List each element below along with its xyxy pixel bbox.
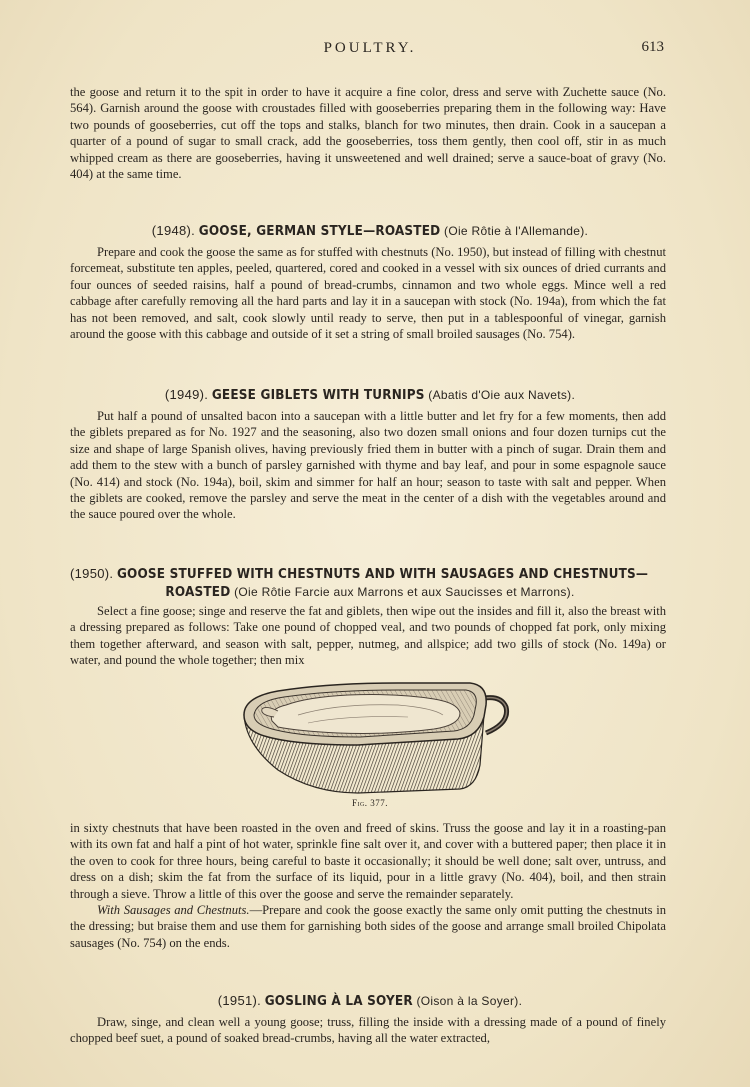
recipe-1951-body — [70, 1014, 666, 1047]
recipe-title-continued: ROASTED — [165, 585, 231, 600]
figure-caption — [70, 798, 670, 808]
recipe-1948-body — [70, 244, 666, 342]
intro-text: the goose and return it to the spit in order to have it acquire a fine color, dress and serve with Zuchette sauce (No. 564). Garnish around the goose with croustades filled with gooseberries preparing them in the following way: Have two pounds of gooseberries, cut off the tops and stalks, blanch for two minutes, then drain. Cook in a saucepan a quarter of a pound of sugar to small crack, add the gooseberries, toss them gently, then cool off, stir in as much whipped cream as there are gooseberries, having it unsweetened and well drained; serve a sauce-boat of gravy (No. 404) at the same time. — [70, 85, 666, 182]
recipe-french-title: (Abatis d'Oie aux Navets). — [428, 388, 576, 402]
figure-caption-text: Fig. 377. — [351, 798, 389, 808]
recipe-french-title: (Oie Rôtie à l'Allemande). — [444, 224, 589, 238]
intro-paragraph — [70, 84, 666, 182]
recipe-1950-body-top — [70, 603, 666, 669]
recipe-title: GOOSE, GERMAN STYLE—ROASTED — [198, 224, 441, 239]
running-title: POULTRY. — [323, 40, 417, 56]
recipe-text-after-figure: in sixty chestnuts that have been roasted in the oven and freed of skins. Truss the goose and lay it in a roasting-pan with its own fat and half a pint of hot water, sprinkle fine salt over it, and cover with a buttered paper; then place it in the oven to cook for three hours, being careful to baste it occasionally; it should be well done; salt over, untruss, and dress on a dish; skim the fat from the surface of its liquid, pour in a little gravy (No. 404), boil, and then strain through a sieve. Throw a little of this over the goose and serve the remainder separately. — [70, 821, 666, 901]
recipe-1950-heading-line2 — [70, 584, 670, 600]
recipe-text: Prepare and cook the goose the same as for stuffed with chestnuts (No. 1950), but instead of filling with chestnut forcemeat, substitute ten apples, peeled, quartered, cored and cooked in a vessel with six ounces of dried currants and four ounces of seeded raisins, half a pound of bread-crumbs, cinnamon and two whole eggs. Mince well a red cabbage after carefully removing all the hard parts and lay it in a saucepan with stock (No. 194a), from which the fat has not been removed, and salt, cook slowly until ready to serve, then put in a tablespoonful of vinegar, garnish around the goose with this cabbage and outside of it set a string of small broiled sausages (No. 754). — [70, 245, 666, 342]
recipe-text: Put half a pound of unsalted bacon into a saucepan with a little butter and let fry for a few moments, then add the giblets prepared as for No. 1927 and the seasoning, also two dozen small onions and four dozen turnips cut the size and shape of large Spanish olives, having previously fried them in butter with a pinch of sugar. Drain them and add them to the stew with a bunch of parsley garnished with thyme and bay leaf, and pour in some espagnole sauce (No. 414) and stock (No. 194a), boil, skim and simmer for half an hour; season to taste with salt and pepper. When the giblets are cooked, remove the parsley and serve the meat in the center of a dish with the vegetables around and the sauce poured over the whole. — [70, 409, 666, 522]
recipe-text-before-figure: Select a fine goose; singe and reserve the fat and giblets, then wipe out the insides and fill it, also the breast with a dressing prepared as follows: Take one pound of chopped veal, and two pounds of chopped fat pork, only mixing them together afterward, and season with salt, pepper, nutmeg, and allspice; add two gills of stock (No. 149a) or water, and pound the whole together; then mix — [70, 604, 666, 668]
recipe-1949-body — [70, 408, 666, 523]
recipe-number: (1950). — [70, 566, 114, 581]
recipe-variant-paragraph — [70, 902, 666, 951]
goose-roasting-pan-engraving — [238, 675, 513, 795]
recipe-1949-heading — [70, 387, 670, 403]
variant-label: With Sausages and Chestnuts. — [97, 903, 250, 918]
recipe-1950-heading — [70, 566, 670, 582]
page-number: 613 — [641, 39, 664, 55]
recipe-1950-body-bottom — [70, 820, 666, 951]
running-head — [70, 38, 670, 60]
recipe-french-title: (Oie Rôtie Farcie aux Marrons et aux Saucisses et Marrons). — [234, 585, 575, 599]
recipe-title: GOOSE STUFFED WITH CHESTNUTS AND WITH SAUSAGES AND CHESTNUTS— — [116, 567, 649, 582]
recipe-1948-heading — [70, 223, 670, 239]
recipe-number: (1951). — [217, 993, 262, 1008]
recipe-1951-heading — [70, 993, 670, 1009]
variant-text: —Prepare and cook the goose exactly the same only omit putting the chestnuts in the dressing; but braise them and use them for garnishing both sides of the goose and arrange small broiled Chipolata sausages (No. 754) on the ends. — [70, 903, 666, 950]
recipe-title: GOSLING À LA SOYER — [264, 994, 413, 1009]
recipe-french-title: (Oison à la Soyer). — [416, 994, 523, 1008]
recipe-title: GEESE GIBLETS WITH TURNIPS — [211, 388, 425, 403]
recipe-number: (1948). — [151, 223, 196, 238]
recipe-number: (1949). — [164, 387, 209, 402]
recipe-text: Draw, singe, and clean well a young goose; truss, filling the inside with a dressing made of a pound of finely chopped beef suet, a pound of soaked bread-crumbs, having all the water extracted, — [70, 1015, 666, 1046]
roasting-pan-illustration — [238, 675, 513, 795]
